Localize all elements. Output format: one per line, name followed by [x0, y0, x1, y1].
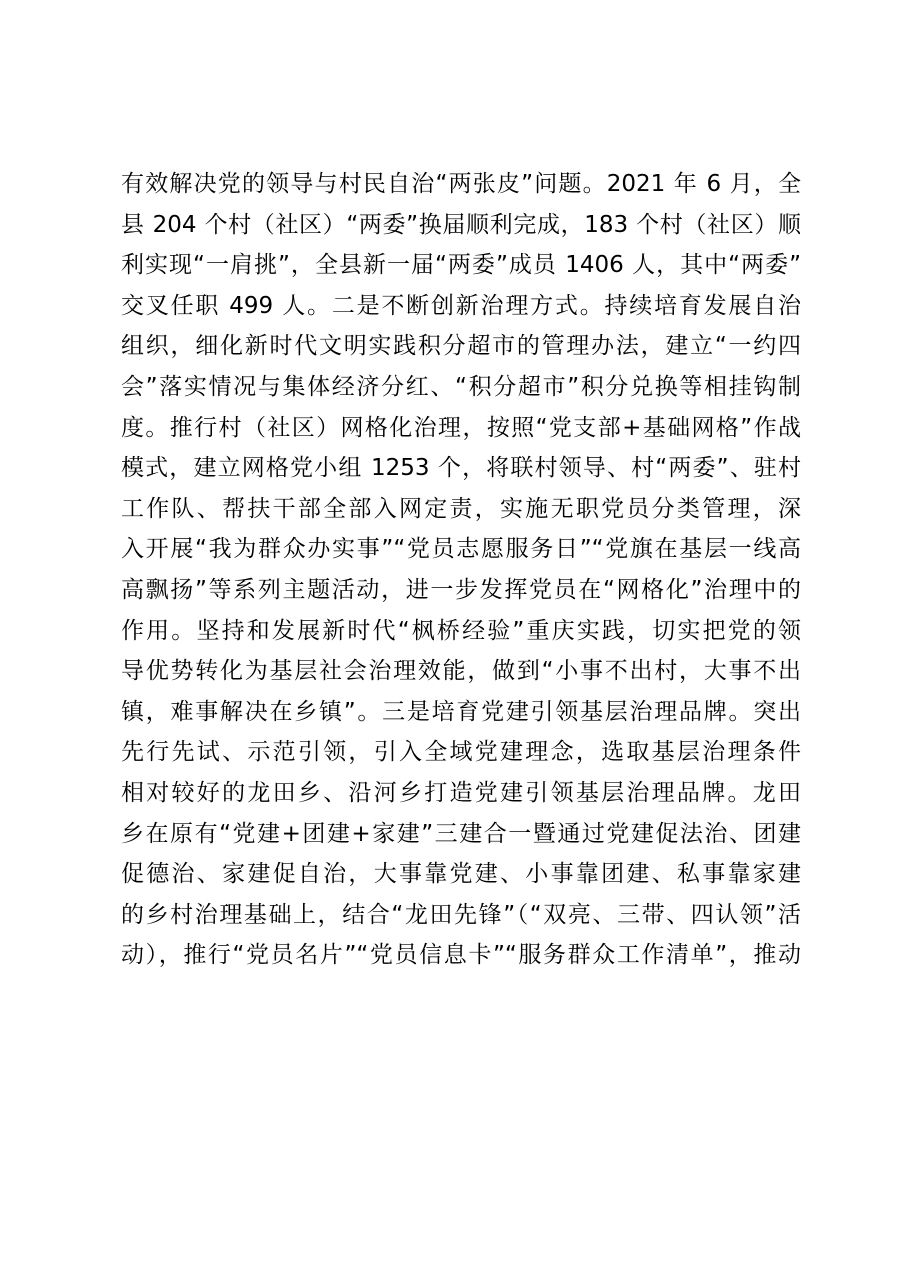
text-line-14: 镇，难事解决在乡镇”。三是培育党建引领基层治理品牌。突出: [121, 698, 801, 725]
text-line-6: 会”落实情况与集体经济分红、“积分超市”积分兑换等相挂钩制: [121, 373, 801, 400]
text-line-12: 作用。坚持和发展新时代“枫桥经验”重庆实践，切实把党的领: [121, 617, 801, 644]
text-line-8: 模式，建立网格党小组 1253 个，将联村领导、村“两委”、驻村: [121, 455, 801, 482]
text-line-4: 交叉任职 499 人。二是不断创新治理方式。持续培育发展自治: [121, 292, 801, 319]
text-line-9: 工作队、帮扶干部全部入网定责，实施无职党员分类管理，深: [121, 495, 801, 522]
text-line-20: 动），推行“党员名片”“党员信息卡”“服务群众工作清单”，推动: [121, 942, 801, 969]
text-line-1: 有效解决党的领导与村民自治“两张皮”问题。2021 年 6 月，全: [121, 171, 801, 197]
text-line-10: 入开展“我为群众办实事”“党员志愿服务日”“党旗在基层一线高: [121, 536, 801, 563]
text-line-5: 组织，细化新时代文明实践积分超市的管理办法，建立“一约四: [121, 333, 801, 360]
text-line-17: 乡在原有“党建+团建+家建”三建合一暨通过党建促法治、团建: [121, 820, 801, 847]
text-line-11: 高飘扬”等系列主题活动，进一步发挥党员在“网格化”治理中的: [121, 576, 801, 603]
text-line-2: 县 204 个村（社区）“两委”换届顺利完成，183 个村（社区）顺: [121, 211, 801, 238]
text-line-16: 相对较好的龙田乡、沿河乡打造党建引领基层治理品牌。龙田: [121, 779, 801, 806]
text-line-13: 导优势转化为基层社会治理效能，做到“小事不出村，大事不出: [121, 658, 801, 685]
text-line-3: 利实现“一肩挑”，全县新一届“两委”成员 1406 人，其中“两委”: [121, 252, 801, 279]
text-line-19: 的乡村治理基础上，结合“龙田先锋”（“双亮、三带、四认领”活: [121, 901, 801, 928]
text-line-15: 先行先试、示范引领，引入全域党建理念，选取基层治理条件: [121, 739, 801, 766]
body-paragraph: [121, 164, 801, 976]
text-line-7: 度。推行村（社区）网格化治理，按照“党支部+基础网格”作战: [121, 414, 801, 441]
text-line-18: 促德治、家建促自治，大事靠党建、小事靠团建、私事靠家建: [121, 861, 801, 888]
